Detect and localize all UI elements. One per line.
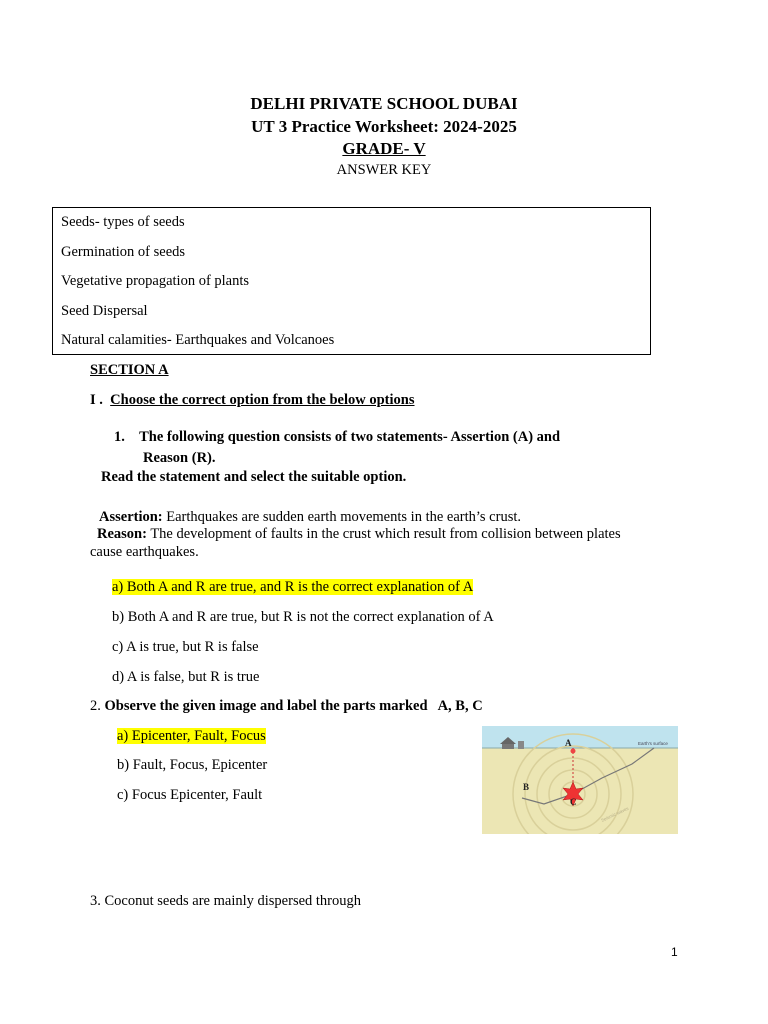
q2-text: Observe the given image and label the parts marked A, B, C [104,698,483,714]
instruction-text: Choose the correct option from the below options [110,392,415,408]
earthquake-diagram [482,726,678,834]
figure-label-b: B [523,782,530,792]
q1-assertion [99,509,521,526]
q1-reason-cont: cause earthquakes. [90,544,199,560]
page-number: 1 [671,945,678,959]
q2-stem [90,698,483,715]
school-name: DELHI PRIVATE SCHOOL DUBAI [250,94,518,113]
q1-stem-line3: Read the statement and select the suitable option. [101,469,407,485]
topic-item: Seeds- types of seeds [61,214,185,230]
topic-item: Natural calamities- Earthquakes and Volcanoes [61,332,335,348]
reason-label: Reason: [97,526,147,542]
assertion-label: Assertion: [99,509,163,525]
q2-option-a-text: a) Epicenter, Fault, Focus [117,728,266,744]
q3-stem: 3. Coconut seeds are mainly dispersed through [90,893,362,909]
topics-box [52,207,651,355]
q1-reason [97,526,621,543]
q1-stem-line2: Reason (R). [143,450,216,466]
q1-line1: The following question consists of two statements- Assertion (A) and [139,429,561,445]
q1-option-b: b) Both A and R are true, but R is not the correct explanation of A [112,609,494,625]
q1-stem-line1 [114,429,560,446]
section-instruction [90,392,415,409]
section-title: SECTION A [90,362,169,378]
figure-label-c: C [570,797,577,807]
q1-option-a-text: a) Both A and R are true, and R is the correct explanation of A [112,579,474,595]
reason-text: The development of faults in the crust which result from collision between plates [146,526,621,542]
instruction-number: I . [90,392,103,408]
topic-item: Vegetative propagation of plants [61,273,250,289]
topic-item: Seed Dispersal [61,303,148,319]
figure-label-surface: Earth's surface [638,741,668,746]
answer-key-label: ANSWER KEY [336,162,432,178]
q1-number: 1. [114,429,125,445]
q2-option-b: b) Fault, Focus, Epicenter [117,757,268,773]
q2-number: 2. [90,698,101,714]
q2-option-a [117,728,266,745]
q2-option-c: c) Focus Epicenter, Fault [117,787,263,803]
earthquake-diagram-svg [482,726,678,834]
worksheet-title: UT 3 Practice Worksheet: 2024-2025 [251,117,517,136]
q1-option-a [112,579,473,596]
topic-item: Germination of seeds [61,244,186,260]
assertion-text: Earthquakes are sudden earth movements in the earth’s crust. [162,509,521,525]
q1-option-c: c) A is true, but R is false [112,639,259,655]
figure-label-waves: Seismic waves [600,805,630,823]
grade-title: GRADE- V [342,139,426,158]
figure-label-a: A [565,738,572,748]
epicenter-marker [571,749,576,754]
q1-option-d: d) A is false, but R is true [112,669,260,685]
